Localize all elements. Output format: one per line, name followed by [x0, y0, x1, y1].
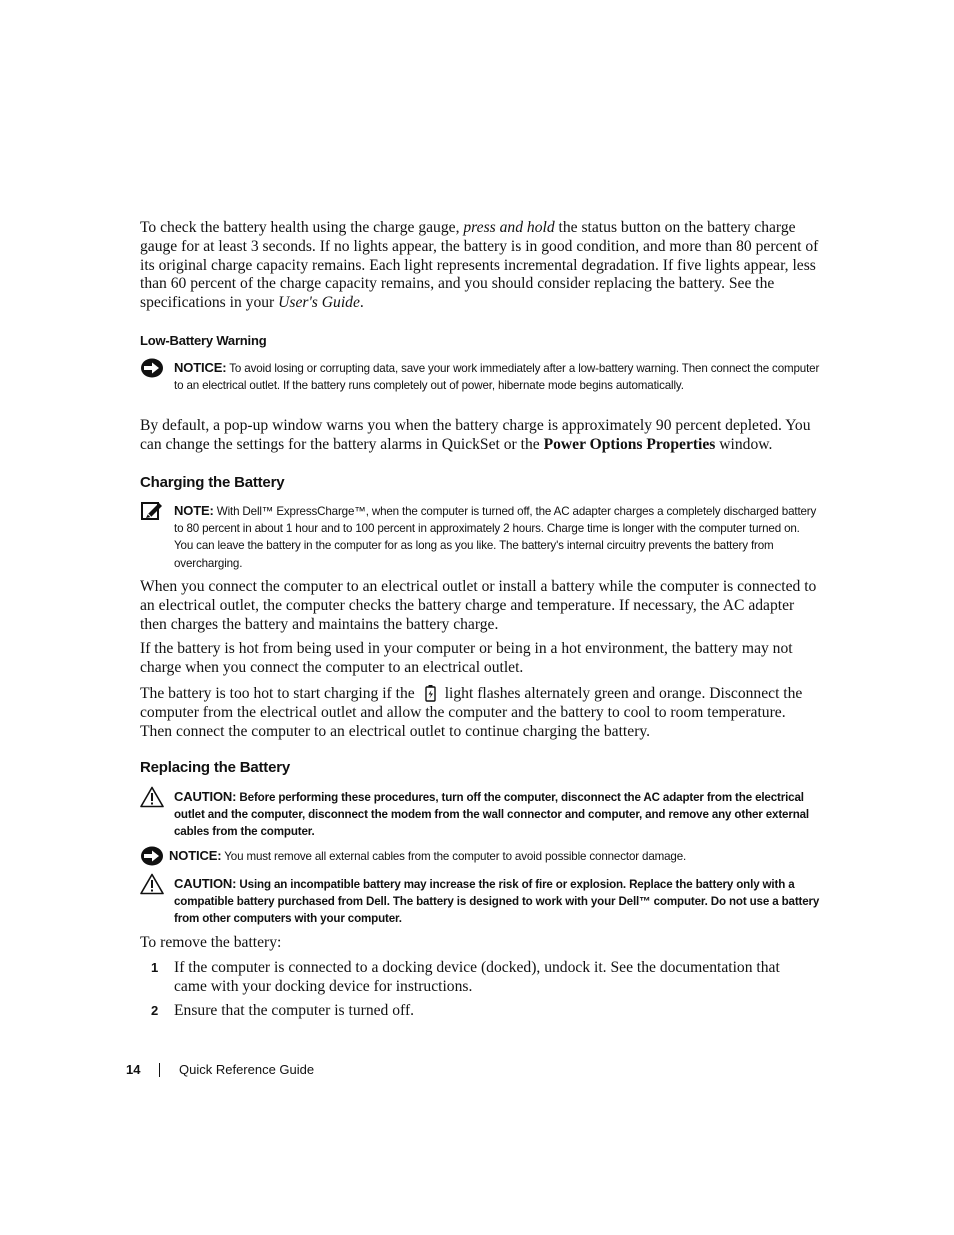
- notice-arrow-icon: [140, 846, 164, 868]
- caution-text: Using an incompatible battery may increase the risk of fire or explosion. Replace the battery only with a compatible battery purchased from Dell. The battery is designed to work with your Dell™ computer. Do not use a battery from other computers with your computer.: [174, 878, 820, 926]
- notice-text: You must remove all external cables from the computer to avoid possible connector damage.: [221, 850, 687, 863]
- charging-heading: Charging the Battery: [140, 474, 285, 491]
- text: window.: [715, 435, 773, 453]
- low-battery-heading: Low-Battery Warning: [140, 333, 267, 348]
- caution-label: CAUTION:: [174, 789, 237, 804]
- text: By default, a pop-up window warns you when the battery charge is approximately 90 percent depleted. You can change the settings for the battery alarms in QuickSet or the: [140, 417, 811, 453]
- text: The battery is too hot to start charging if the: [140, 685, 415, 702]
- charging-paragraph-3: [140, 684, 820, 741]
- footer-divider: [159, 1063, 160, 1077]
- charging-paragraph-2: If the battery is hot from being used in your computer or being in a hot environment, the battery may not charge when you connect the computer to an electrical outlet.: [140, 640, 793, 676]
- note-pencil-icon: [140, 501, 164, 523]
- text: the status button on the battery charge gauge for at least 3 seconds. If no lights appear, the battery is in good condition, and more than 80 percent of its original charge capacity remains. Each light represents incremental degradation. If five lights appear, less than 60 percent of the charge capacity remains, and you should consider replacing the battery. See the specifications in your: [140, 219, 819, 312]
- caution-text: Before performing these procedures, turn off the computer, disconnect the AC adapter from the electrical outlet and the computer, disconnect the modem from the wall connector and computer, and remove any other external cables from the computer.: [174, 791, 810, 839]
- caution-label: CAUTION:: [174, 876, 237, 891]
- notice-label: NOTICE:: [174, 360, 227, 375]
- battery-status-icon: [419, 684, 441, 702]
- page-number: 14: [126, 1062, 141, 1077]
- text: light flashes alternately green and orange. Disconnect the computer from the electrical outlet and allow the computer and the battery to cool to room temperature. Then connect the computer to an electrical outlet to continue charging the battery.: [140, 685, 803, 740]
- step-text: If the computer is connected to a docking device (docked), undock it. See the documentation that came with your docking device for instructions.: [174, 959, 780, 995]
- text: .: [359, 294, 364, 312]
- step-number: 2: [151, 1003, 159, 1018]
- note-label: NOTE:: [174, 503, 214, 518]
- guide-reference: User's Guide: [278, 294, 360, 312]
- replacing-heading: Replacing the Battery: [140, 759, 291, 776]
- caution-triangle-icon: [140, 873, 164, 895]
- step-number: 1: [151, 960, 159, 975]
- note-text: With Dell™ ExpressCharge™, when the computer is turned off, the AC adapter charges a completely discharged battery to 80 percent in about 1 hour and to 100 percent in approximately 2 hours. Charge time is longer with the computer turned on. You can leave the battery in the computer for as long as you like. The battery's internal circuitry prevents the battery from overcharging.: [174, 505, 817, 570]
- low-battery-paragraph: [140, 417, 820, 455]
- text: To check the battery health using the charge gauge,: [140, 219, 464, 236]
- footer-title: Quick Reference Guide: [179, 1062, 315, 1077]
- step-text: Ensure that the computer is turned off.: [174, 1002, 415, 1019]
- power-options-reference: Power Options Properties: [543, 435, 716, 453]
- charging-paragraph-1: When you connect the computer to an electrical outlet or install a battery while the computer is connected to an electrical outlet, the computer checks the battery charge and temperature. If necessary, the AC adapter then charges the battery and maintains the battery charge.: [140, 578, 817, 633]
- battery-health-paragraph: [140, 219, 820, 313]
- notice-text: To avoid losing or corrupting data, save your work immediately after a low-battery warning. Then connect the computer to an electrical outlet. If the battery runs completely out of power, hibernate mode begins automatically.: [174, 362, 820, 393]
- notice-label: NOTICE:: [169, 848, 222, 863]
- notice-arrow-icon: [140, 358, 164, 380]
- remove-intro: To remove the battery:: [140, 934, 282, 951]
- emphasis: press and hold: [463, 219, 555, 236]
- caution-triangle-icon: [140, 786, 164, 808]
